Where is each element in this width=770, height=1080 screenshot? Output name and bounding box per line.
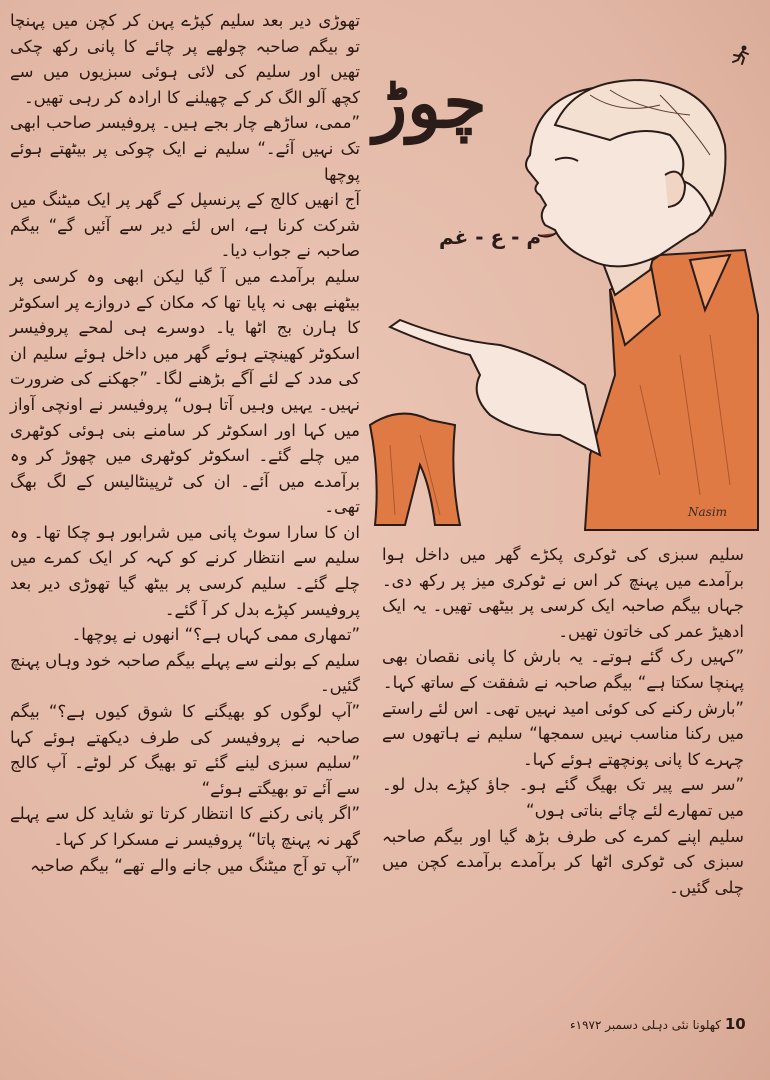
paragraph: ”آپ لوگوں کو بھیگنے کا شوق کیوں ہے؟“ بیگم صاحبہ نے پروفیسر کی طرف دیکھتے ہوئے کہا ”سلیم سبزی لینے گئے تو بھیگ کر لوٹے۔ آپ کالج سے آئے تو بھیگتے ہوئے“ [10,702,360,798]
paragraph: ”ممی، ساڑھے چار بجے ہیں۔ پروفیسر صاحب ابھی تک نہیں آئے۔“ سلیم نے ایک چوکی پر بیٹھتے ہوئے پوچھا [10,113,360,184]
paragraph: ”بارش رکنے کی کوئی امید نہیں تھی۔ اس لئے راستے میں رکنا مناسب نہیں سمجھا“ سلیم نے ہاتھوں سے چہرے کا پانی پونچھتے ہوئے کہا۔ [382,698,744,769]
page-number: 10 [724,1015,746,1033]
story-title: چوڑ [373,61,487,144]
paragraph: سلیم سبزی کی ٹوکری پکڑے گھر میں داخل ہوا برآمدے میں پہنچ کر اس نے ٹوکری میز پر رکھ دی۔ جہاں بیگم صاحبہ ایک کرسی پر بیٹھی تھیں۔ یہ ایک ادھیڑ عمر کی خاتون تھیں۔ [382,545,744,641]
running-figure-icon [730,44,752,66]
paragraph: ”کہیں رک گئے ہوتے۔ یہ بارش کا پانی نقصان بھی پہنچا سکتا ہے“ بیگم صاحبہ نے شفقت کے ساتھ کہا۔ [382,647,744,692]
paragraph: ”سر سے پیر تک بھیگ گئے ہو۔ جاؤ کپڑے بدل لو۔ میں تمھارے لئے چائے بناتی ہوں“ [382,775,744,820]
paragraph: ان کا سارا سوٹ پانی میں شرابور ہو چکا تھا۔ وہ سلیم سے انتظار کرنے کو کہہ کر ایک کمرے میں چلے گئے۔ سلیم کرسی پر بیٹھ گیا تھوڑی دیر بعد پروفیسر کپڑے بدل کر آ گئے۔ [10,522,360,619]
paragraph: سلیم برآمدے میں آ گیا لیکن ابھی وہ کرسی پر بیٹھنے بھی نہ پایا تھا کہ مکان کے دروازے پر اسکوٹر کا ہارن بج اٹھا یا۔ دوسرے ہی لمحے پروفیسر اسکوٹر کھینچتے ہوئے گھر میں داخل ہوئے سلیم ان کی مدد کے لئے آگے بڑھنے لگا۔ ”جھکنے کی ضرورت نہیں۔ یہیں وہیں آتا ہوں“ پروفیسر نے اونچی آواز میں کہا اور اسکوٹر کر سامنے بنی ہوئی کوٹھری میں چلے گئے۔ اسکوٹر کوٹھری میں چھوڑ کر وہ برآمدے میں آئے۔ ان کی ٹرپینٹالیس کے لگ بھگ تھی۔ [10,266,360,517]
paragraph: آج انھیں کالج کے پرنسپل کے گھر پر ایک میٹنگ میں شرکت کرنا ہے، اس لئے دیر سے آئیں گے“ بیگم صاحبہ نے جواب دیا۔ [10,190,360,261]
paragraph: ”آپ تو آج میٹنگ میں جانے والے تھے“ بیگم صاحبہ [30,855,360,875]
paragraph: سلیم اپنے کمرے کی طرف بڑھ گیا اور بیگم صاحبہ سبزی کی ٹوکری اٹھا کر برآمدے برآمدے کچن میں چلی گئیں۔ [382,826,744,897]
page-footer [570,1015,746,1033]
illustrator-signature: Nasim [688,505,728,519]
left-column-text [10,8,360,878]
issue-info: کھلونا نئی دہلی دسمبر ۱۹۷۲ء [570,1018,721,1032]
paragraph: تھوڑی دیر بعد سلیم کپڑے پہن کر کچن میں پہنچا تو بیگم صاحبہ چولھے پر چائے کا پانی رکھ چکی تھیں اور سلیم کی لائی ہوئی سبزیوں میں سے کچھ آلو الگ کر کے چھیلنے کا ارادہ کر رہی تھیں۔ [10,11,360,107]
story-author: م - ع - غم [438,225,542,249]
right-column-text [382,542,744,900]
paragraph: ”اگر پانی رکنے کا انتظار کرتا تو شاید کل سے پہلے گھر نہ پہنچ پاتا“ پروفیسر نے مسکرا کر کہا۔ [10,804,360,849]
paragraph: سلیم کے بولنے سے پہلے بیگم صاحبہ خود وہاں پہنچ گئیں۔ [10,650,360,696]
paragraph: ”تمھاری ممی کہاں ہے؟“ انھوں نے پوچھا۔ [71,625,360,645]
